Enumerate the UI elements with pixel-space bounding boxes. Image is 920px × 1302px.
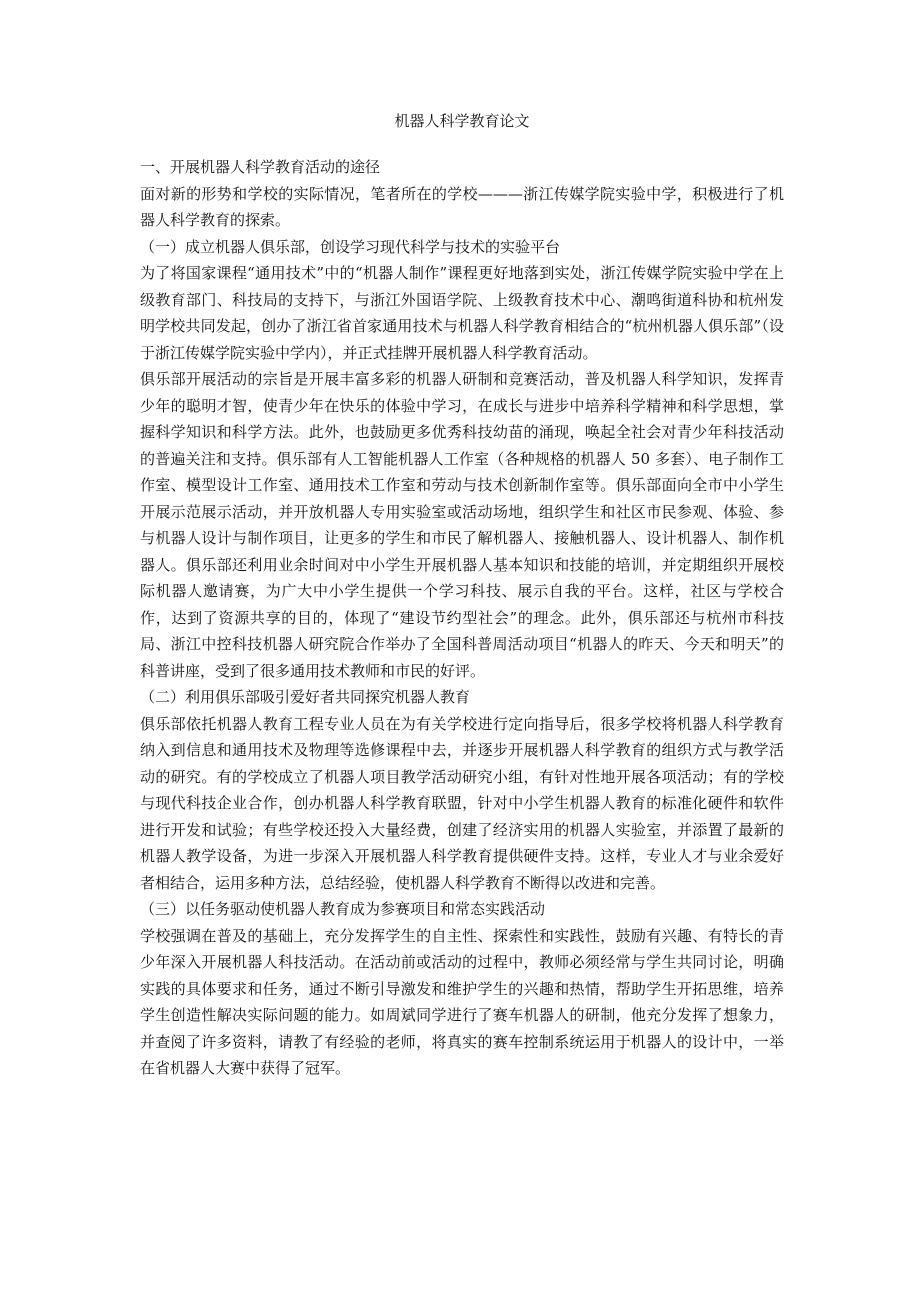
document-title: 机器人科学教育论文: [394, 112, 530, 130]
subsection-heading-3: （三）以任务驱动使机器人教育成为参赛项目和常态实践活动: [140, 900, 546, 918]
subsection-heading-1: （一）成立机器人俱乐部，创设学习现代科学与技术的实验平台: [140, 237, 561, 256]
subsection-3-paragraph: 学校强调在普及的基础上，充分发挥学生的自主性、探索性和实践性，鼓励有兴趣、有特长的青少年深入开展机器人科技活动。在活动前或活动的过程中，教师必须经常与学生共同讨论，明确实践的具体要求和任务，通过不断引导激发和维护学生的兴趣和热情，帮助学生开拓思维，培养学生创造性解决实际问题的能力。如周斌同学进行了赛车机器人的研制，他充分发挥了想象力，并查阅了许多资料，请教了有经验的老师，将真实的赛车控制系统运用于机器人的设计中，一举在省机器人大赛中获得了冠军。: [140, 926, 784, 1077]
section-heading-1: 一、开展机器人科学教育活动的途径: [140, 158, 381, 176]
subsection-2-paragraph: 俱乐部依托机器人教育工程专业人员在为有关学校进行定向指导后，很多学校将机器人科学教育纳入到信息和通用技术及物理等选修课程中去，并逐步开展机器人科学教育的组织方式与教学活动的研究。有的学校成立了机器人项目教学活动研究小组，有针对性地开展各项活动；有的学校与现代科技企业合作，创办机器人科学教育联盟，针对中小学生机器人教育的标准化硬件和软件进行开发和试验；有些学校还投入大量经费，创建了经济实用的机器人实验室，并添置了最新的机器人教学设备，为进一步深入开展机器人科学教育提供硬件支持。这样，专业人才与业余爱好者相结合，运用多种方法，总结经验，使机器人科学教育不断得以改进和完善。: [140, 714, 784, 892]
subsection-heading-2: （二）利用俱乐部吸引爱好者共同探究机器人教育: [140, 688, 471, 706]
subsection-1-paragraph-1: 为了将国家课程“通用技术”中的“机器人制作”课程更好地落到实处，浙江传媒学院实验中学在上级教育部门、科技局的支持下，与浙江外国语学院、上级教育技术中心、潮鸣街道科协和杭州发明学校共同发起，创办了浙江省首家通用技术与机器人科学教育相结合的“杭州机器人俱乐部”（设于浙江传媒学院实验中学内），并正式挂牌开展机器人科学教育活动。: [140, 264, 784, 362]
intro-paragraph: 面对新的形势和学校的实际情况，笔者所在的学校———浙江传媒学院实验中学，积极进行了机器人科学教育的探索。: [140, 184, 784, 229]
subsection-1-paragraph-2: 俱乐部开展活动的宗旨是开展丰富多彩的机器人研制和竞赛活动，普及机器人科学知识，发挥青少年的聪明才智，使青少年在快乐的体验中学习，在成长与进步中培养科学精神和科学思想，掌握科学知识和科学方法。此外，也鼓励更多优秀科技幼苗的涌现，唤起全社会对青少年科技活动的普遍关注和支持。俱乐部有人工智能机器人工作室（各种规格的机器人 50 多套）、电子制作工作室、模型设计工作室、通用技术工作室和劳动与技术创新制作室等。俱乐部面向全市中小学生开展示范展示活动，并开放机器人专用实验室或活动场地，组织学生和社区市民参观、体验、参与机器人设计与制作项目，让更多的学生和市民了解机器人、接触机器人、设计机器人、制作机器人。俱乐部还利用业余时间对中小学生开展机器人基本知识和技能的培训，并定期组织开展校际机器人邀请赛，为广大中小学生提供一个学习科技、展示自我的平台。这样，社区与学校合作，达到了资源共享的目的，体现了“建设节约型社会”的理念。此外，俱乐部还与杭州市科技局、浙江中控科技机器人研究院合作举办了全国科普周活动项目“机器人的昨天、今天和明天”的科普讲座，受到了很多通用技术教师和市民的好评。: [140, 370, 784, 680]
document-page: [140, 110, 784, 1082]
